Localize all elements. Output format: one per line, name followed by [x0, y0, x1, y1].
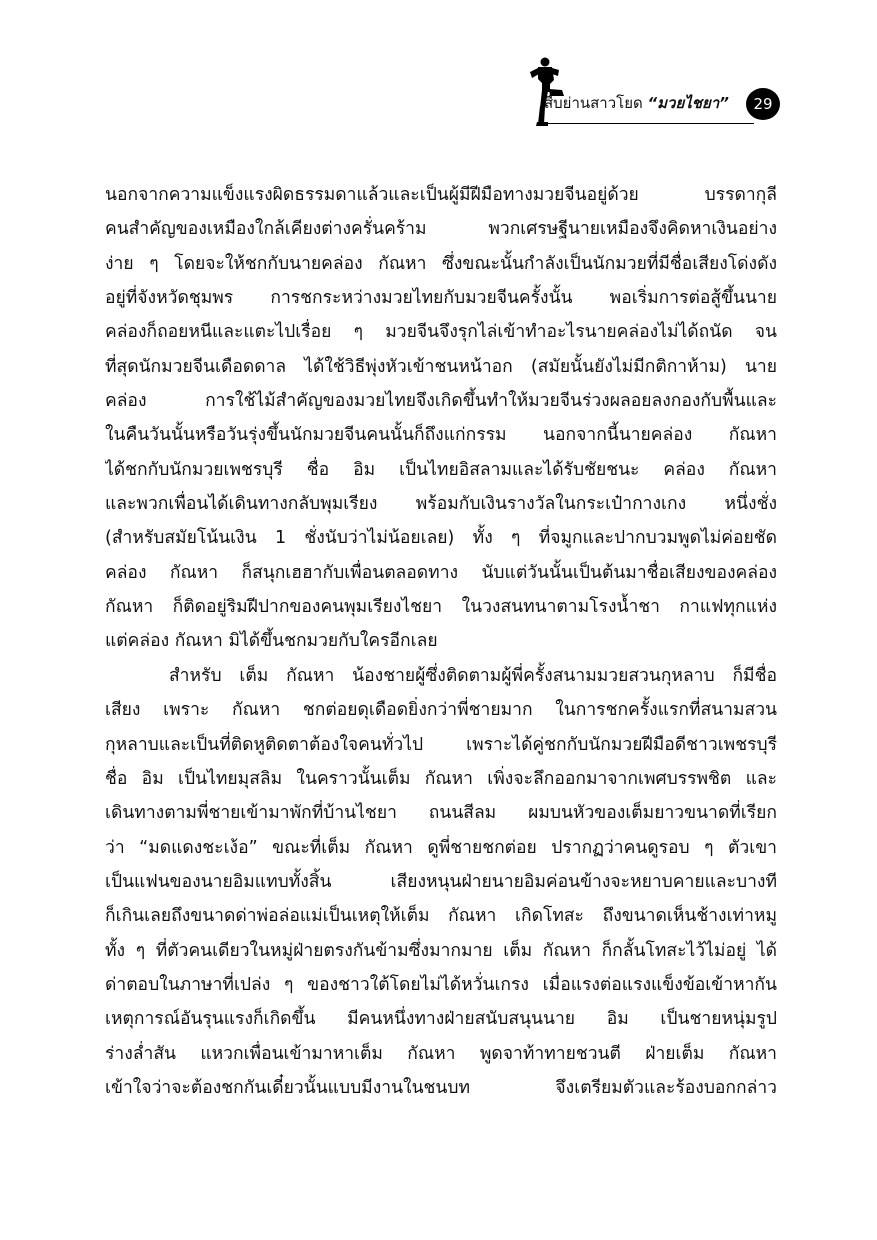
text-line: ทั้ง ๆ ที่ตัวคนเดียวในหมู่ฝ่ายตรงกันข้ามซึ่งมากมาย เต็ม กัณหา ก็กลั้นโทสะไว้ไม่อยู่ ได้	[105, 940, 777, 961]
text-line: ชื่อ อิม เป็นไทยมุสลิม ในคราวนั้นเต็ม กัณหา เพิ่งจะลึกออกมาจากเพศบรรพชิต และ	[105, 768, 777, 789]
text-line: ได้ชกกับนักมวยเพชรบุรี ชื่อ อิม เป็นไทยอิสลามและได้รับชัยชนะ คล่อง กัณหา	[105, 459, 777, 480]
text-line: ง่าย ๆ โดยจะให้ชกกับนายคล่อง กัณหา ซึ่งขณะนั้นกำลังเป็นนักมวยที่มีชื่อเสียงโด่งดัง	[105, 253, 777, 274]
body-text	[105, 178, 777, 1105]
text-line: เป็นแฟนของนายอิมแทบทั้งสิ้น เสียงหนุนฝ่ายนายอิมค่อนข้างจะหยาบคายและบางที	[105, 871, 777, 892]
text-line: สำหรับ เต็ม กัณหา น้องชายผู้ซึ่งติดตามผู้พี่ครั้งสนามมวยสวนกุหลาบ ก็มีชื่อ	[169, 665, 777, 686]
text-line: และพวกเพื่อนได้เดินทางกลับพุมเรียง พร้อมกับเงินรางวัลในกระเป๋ากางเกง หนึ่งชั่ง	[105, 494, 777, 515]
text-line: แต่คล่อง กัณหา มิได้ขึ้นชกมวยกับใครอีกเลย	[105, 631, 438, 652]
text-line: (สำหรับสมัยโน้นเงิน 1 ชั่งนับว่าไม่น้อยเลย) ทั้ง ๆ ที่จมูกและปากบวมพูดไม่ค่อยชัด	[105, 528, 777, 549]
text-line: ในคืนวันนั้นหรือวันรุ่งขึ้นนักมวยจีนคนนั้นก็ถึงแก่กรรม นอกจากนี้นายคล่อง กัณหา	[105, 425, 777, 446]
text-line: ด่าตอบในภาษาที่เปล่ง ๆ ของชาวใต้โดยไม่ได้หวั่นเกรง เมื่อแรงต่อแรงแข็งข้อเข้าหากัน	[105, 974, 777, 995]
text-line: ก็เกินเลยถึงขนาดด่าพ่อล่อแม่เป็นเหตุให้เต็ม กัณหา เกิดโทสะ ถึงขนาดเห็นช้างเท่าหมู	[105, 906, 777, 927]
text-line: กุหลาบและเป็นที่ติดหูติดตาต้องใจคนทั่วไป เพราะได้คู่ชกกับนักมวยฝีมือดีชาวเพชรบุรี	[105, 734, 777, 755]
header-rule	[542, 123, 754, 124]
text-line: เข้าใจว่าจะต้องชกกันเดี๋ยวนั้นแบบมีงานในชนบท จึงเตรียมตัวและร้องบอกกล่าว	[105, 1077, 777, 1098]
text-line: นอกจากความแข็งแรงผิดธรรมดาแล้วและเป็นผู้มีฝีมือทางมวยจีนอยู่ด้วย บรรดากุลี	[105, 185, 777, 205]
series-title: “มวยไชยา”	[647, 94, 729, 112]
header-title	[544, 92, 729, 114]
text-line: เสียง เพราะ กัณหา ชกต่อยดุเดือดยิ่งกว่าพี่ชายมาก ในการชกครั้งแรกที่สนามสวน	[105, 700, 777, 721]
text-line: ร่างล่ำสัน แหวกเพื่อนเข้ามาหาเต็ม กัณหา พูดจาท้าทายชวนตี ฝ่ายเต็ม กัณหา	[105, 1043, 777, 1064]
paragraph	[105, 178, 777, 659]
text-line: อยู่ที่จังหวัดชุมพร การชกระหว่างมวยไทยกับมวยจีนครั้งนั้น พอเริ่มการต่อสู้ขึ้นนาย	[105, 288, 777, 309]
text-line: เดินทางตามพี่ชายเข้ามาพักที่บ้านไชยา ถนนสีลม ผมบนหัวของเต็มยาวขนาดที่เรียก	[105, 803, 777, 824]
running-header	[520, 56, 780, 128]
text-line: คนสำคัญของเหมืองใกล้เคียงต่างครั่นคร้าม พวกเศรษฐีนายเหมืองจึงคิดหาเงินอย่าง	[105, 219, 777, 240]
text-line: คล่อง กัณหา ก็สนุกเฮฮากับเพื่อนตลอดทาง นับแต่วันนั้นเป็นต้นมาชื่อเสียงของคล่อง	[105, 562, 777, 583]
text-line: คล่องก็ถอยหนีและแตะไปเรื่อย ๆ มวยจีนจึงรุกไล่เข้าทำอะไรนายคล่องไม่ได้ถนัด จน	[105, 322, 777, 343]
text-line: ว่า “มดแดงชะเง้อ” ขณะที่เต็ม กัณหา ดูพี่ชายชกต่อย ปรากฏว่าคนดูรอบ ๆ ตัวเขา	[105, 837, 777, 858]
book-title: สืบย่านสาวโยด	[544, 94, 648, 112]
paragraph	[105, 659, 777, 1105]
text-line: เหตุการณ์อันรุนแรงก็เกิดขึ้น มีคนหนึ่งทางฝ่ายสนับสนุนนาย อิม เป็นชายหนุ่มรูป	[105, 1009, 777, 1030]
text-line: กัณหา ก็ติดอยู่ริมฝีปากของคนพุมเรียงไชยา ในวงสนทนาตามโรงน้ำชา กาแฟทุกแห่ง	[105, 597, 777, 618]
text-line: ที่สุดนักมวยจีนเดือดดาล ได้ใช้วิธีพุ่งหัวเข้าชนหน้าอก (สมัยนั้นยังไม่มีกติกาห้าม) นาย	[105, 356, 777, 377]
page-number-badge: 29	[746, 88, 780, 120]
text-line: คล่อง การใช้ไม้สำคัญของมวยไทยจึงเกิดขึ้นทำให้มวยจีนร่วงผลอยลงกองกับพื้นและ	[105, 391, 777, 412]
